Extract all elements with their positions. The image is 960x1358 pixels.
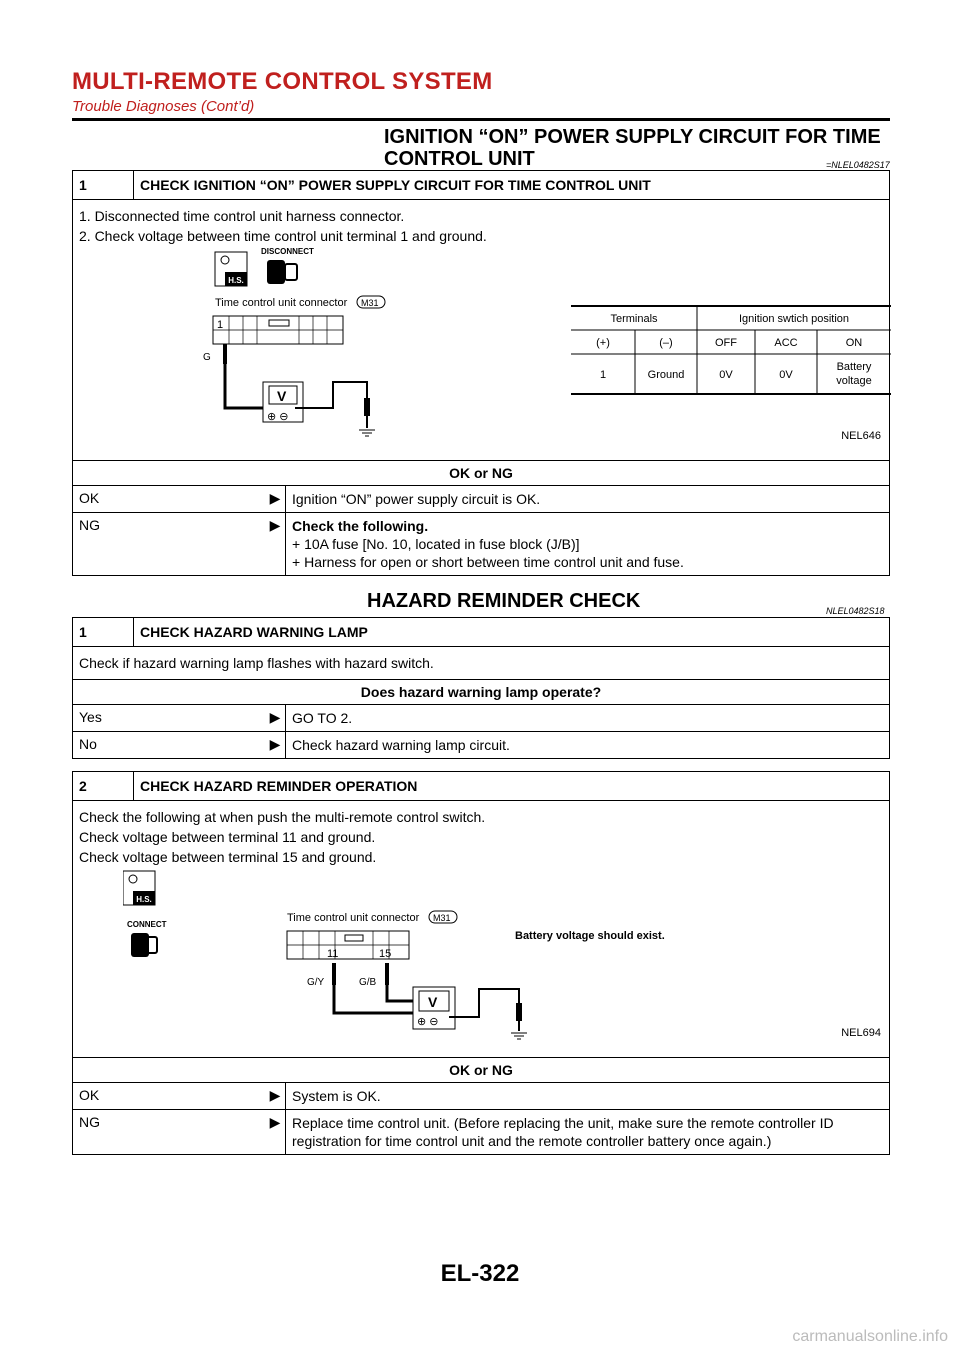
voltage-note: Battery voltage should exist. — [515, 930, 665, 942]
svg-text:0V: 0V — [719, 369, 733, 381]
svg-text:ACC: ACC — [774, 337, 798, 349]
svg-text:⊕ ⊖: ⊕ ⊖ — [417, 1016, 439, 1028]
wire-gy: G/Y — [307, 977, 325, 988]
ground-icon — [359, 430, 375, 436]
arrow-icon: ▶ — [269, 709, 281, 725]
arrow-icon: ▶ — [269, 517, 281, 533]
svg-text:H.S.: H.S. — [136, 895, 152, 904]
result-ng: NG ▶ Replace time control unit. (Before replacing the unit, make sure the remote controller ID registration for time control unit and the remote controller battery once again.) — [73, 1109, 889, 1154]
terminal-1: 1 — [217, 319, 224, 331]
page-number: EL-322 — [440, 1260, 520, 1287]
connector-id: M31 — [433, 913, 451, 923]
arrow-icon: ▶ — [269, 490, 281, 506]
result-ok: OK ▶ Ignition “ON” power supply circuit is OK. — [73, 485, 889, 512]
step-header: 1 CHECK HAZARD WARNING LAMP — [73, 618, 889, 646]
connector-label: Time control unit connector — [287, 912, 420, 924]
wiring-diagram — [123, 867, 743, 1047]
step-header: 1 CHECK IGNITION “ON” POWER SUPPLY CIRCUIT FOR TIME CONTROL UNIT — [73, 171, 889, 199]
result-ng: NG ▶ Check the following. + 10A fuse [No. 10, located in fuse block (J/B)] + Harness for open or short between time control unit and fuse. — [73, 512, 889, 575]
svg-text:Battery: Battery — [836, 361, 872, 373]
terminal-11: 11 — [327, 948, 339, 960]
section-title-hazard: HAZARD REMINDER CHECK — [367, 590, 641, 612]
result-ok: OK ▶ System is OK. — [73, 1082, 889, 1109]
arrow-icon: ▶ — [269, 1087, 281, 1103]
connector-label: Time control unit connector — [215, 297, 348, 309]
watermark[interactable]: carmanualsonline.info — [792, 1328, 948, 1345]
svg-text:⊕ ⊖: ⊕ ⊖ — [267, 411, 289, 423]
svg-text:DISCONNECT: DISCONNECT — [261, 248, 314, 256]
wiring-diagram — [203, 248, 903, 448]
step-body: Check the following at when push the multi-remote control switch. Check voltage between terminal 11 and ground. Check voltage between terminal 15 and ground. H.S. CONNECT Time control unit connector M31 11 15 Battery voltage should exist. G/Y G/B V ⊕ ⊖ NEL694 — [73, 800, 889, 1057]
section-title: IGNITION “ON” POWER SUPPLY CIRCUIT FOR TIME CONTROL UNIT — [384, 126, 881, 170]
wire-gb: G/B — [359, 977, 377, 988]
page-header-subtitle: Trouble Diagnoses (Cont’d) — [72, 98, 255, 115]
svg-text:H.S.: H.S. — [228, 276, 244, 285]
connector-id: M31 — [361, 298, 379, 308]
question: Does hazard warning lamp operate? — [73, 679, 889, 704]
disconnect-icon — [261, 248, 314, 284]
svg-text:OFF: OFF — [715, 337, 737, 349]
check-block-hazard-reminder — [72, 771, 890, 1155]
ground-icon — [511, 1033, 527, 1039]
svg-text:0V: 0V — [779, 369, 793, 381]
svg-text:Terminals: Terminals — [610, 313, 658, 325]
arrow-icon: ▶ — [269, 1114, 281, 1130]
question: OK or NG — [73, 1057, 889, 1082]
connect-icon — [127, 920, 167, 957]
check-block-ignition — [72, 170, 890, 576]
wire-color: G — [203, 352, 211, 363]
svg-text:Ignition swtich position: Ignition swtich position — [738, 313, 850, 325]
svg-text:1: 1 — [599, 369, 607, 381]
svg-text:Ground: Ground — [647, 369, 685, 381]
section-id: =NLEL0482S17 — [826, 160, 890, 170]
hs-icon — [123, 871, 155, 905]
step-body: Check if hazard warning lamp flashes with hazard switch. — [73, 646, 889, 679]
question: OK or NG — [73, 460, 889, 485]
hs-icon — [215, 252, 247, 286]
meter-icon: V — [277, 388, 287, 404]
svg-text:(+): (+) — [596, 337, 610, 349]
check-block-hazard-lamp — [72, 617, 890, 759]
step-header: 2 CHECK HAZARD REMINDER OPERATION — [73, 772, 889, 800]
result-no: No ▶ Check hazard warning lamp circuit. — [73, 731, 889, 758]
section-id: NLEL0482S18 — [826, 606, 885, 616]
terminal-15: 15 — [379, 948, 392, 960]
figure-code: NEL694 — [841, 1027, 881, 1039]
figure-code: NEL646 — [841, 430, 881, 442]
svg-text:voltage: voltage — [836, 375, 872, 387]
result-yes: Yes ▶ GO TO 2. — [73, 704, 889, 731]
meter-icon: V — [428, 994, 438, 1010]
arrow-icon: ▶ — [269, 736, 281, 752]
step-body: 1. Disconnected time control unit harness connector. 2. Check voltage between time control unit terminal 1 and ground. H.S. DISCONNECT Time control unit connector M31 1 G V ⊕ ⊖ Terminals Ignition swtich position (+) (–) OFF ACC ON 1 Ground 0V 0V Battery voltage NEL646 — [73, 199, 889, 460]
page-header-title: MULTI-REMOTE CONTROL SYSTEM — [72, 68, 493, 95]
header-divider — [72, 118, 890, 121]
svg-text:ON: ON — [845, 337, 863, 349]
voltage-table — [571, 306, 891, 394]
svg-text:CONNECT: CONNECT — [127, 920, 167, 929]
svg-text:(–): (–) — [659, 337, 673, 349]
